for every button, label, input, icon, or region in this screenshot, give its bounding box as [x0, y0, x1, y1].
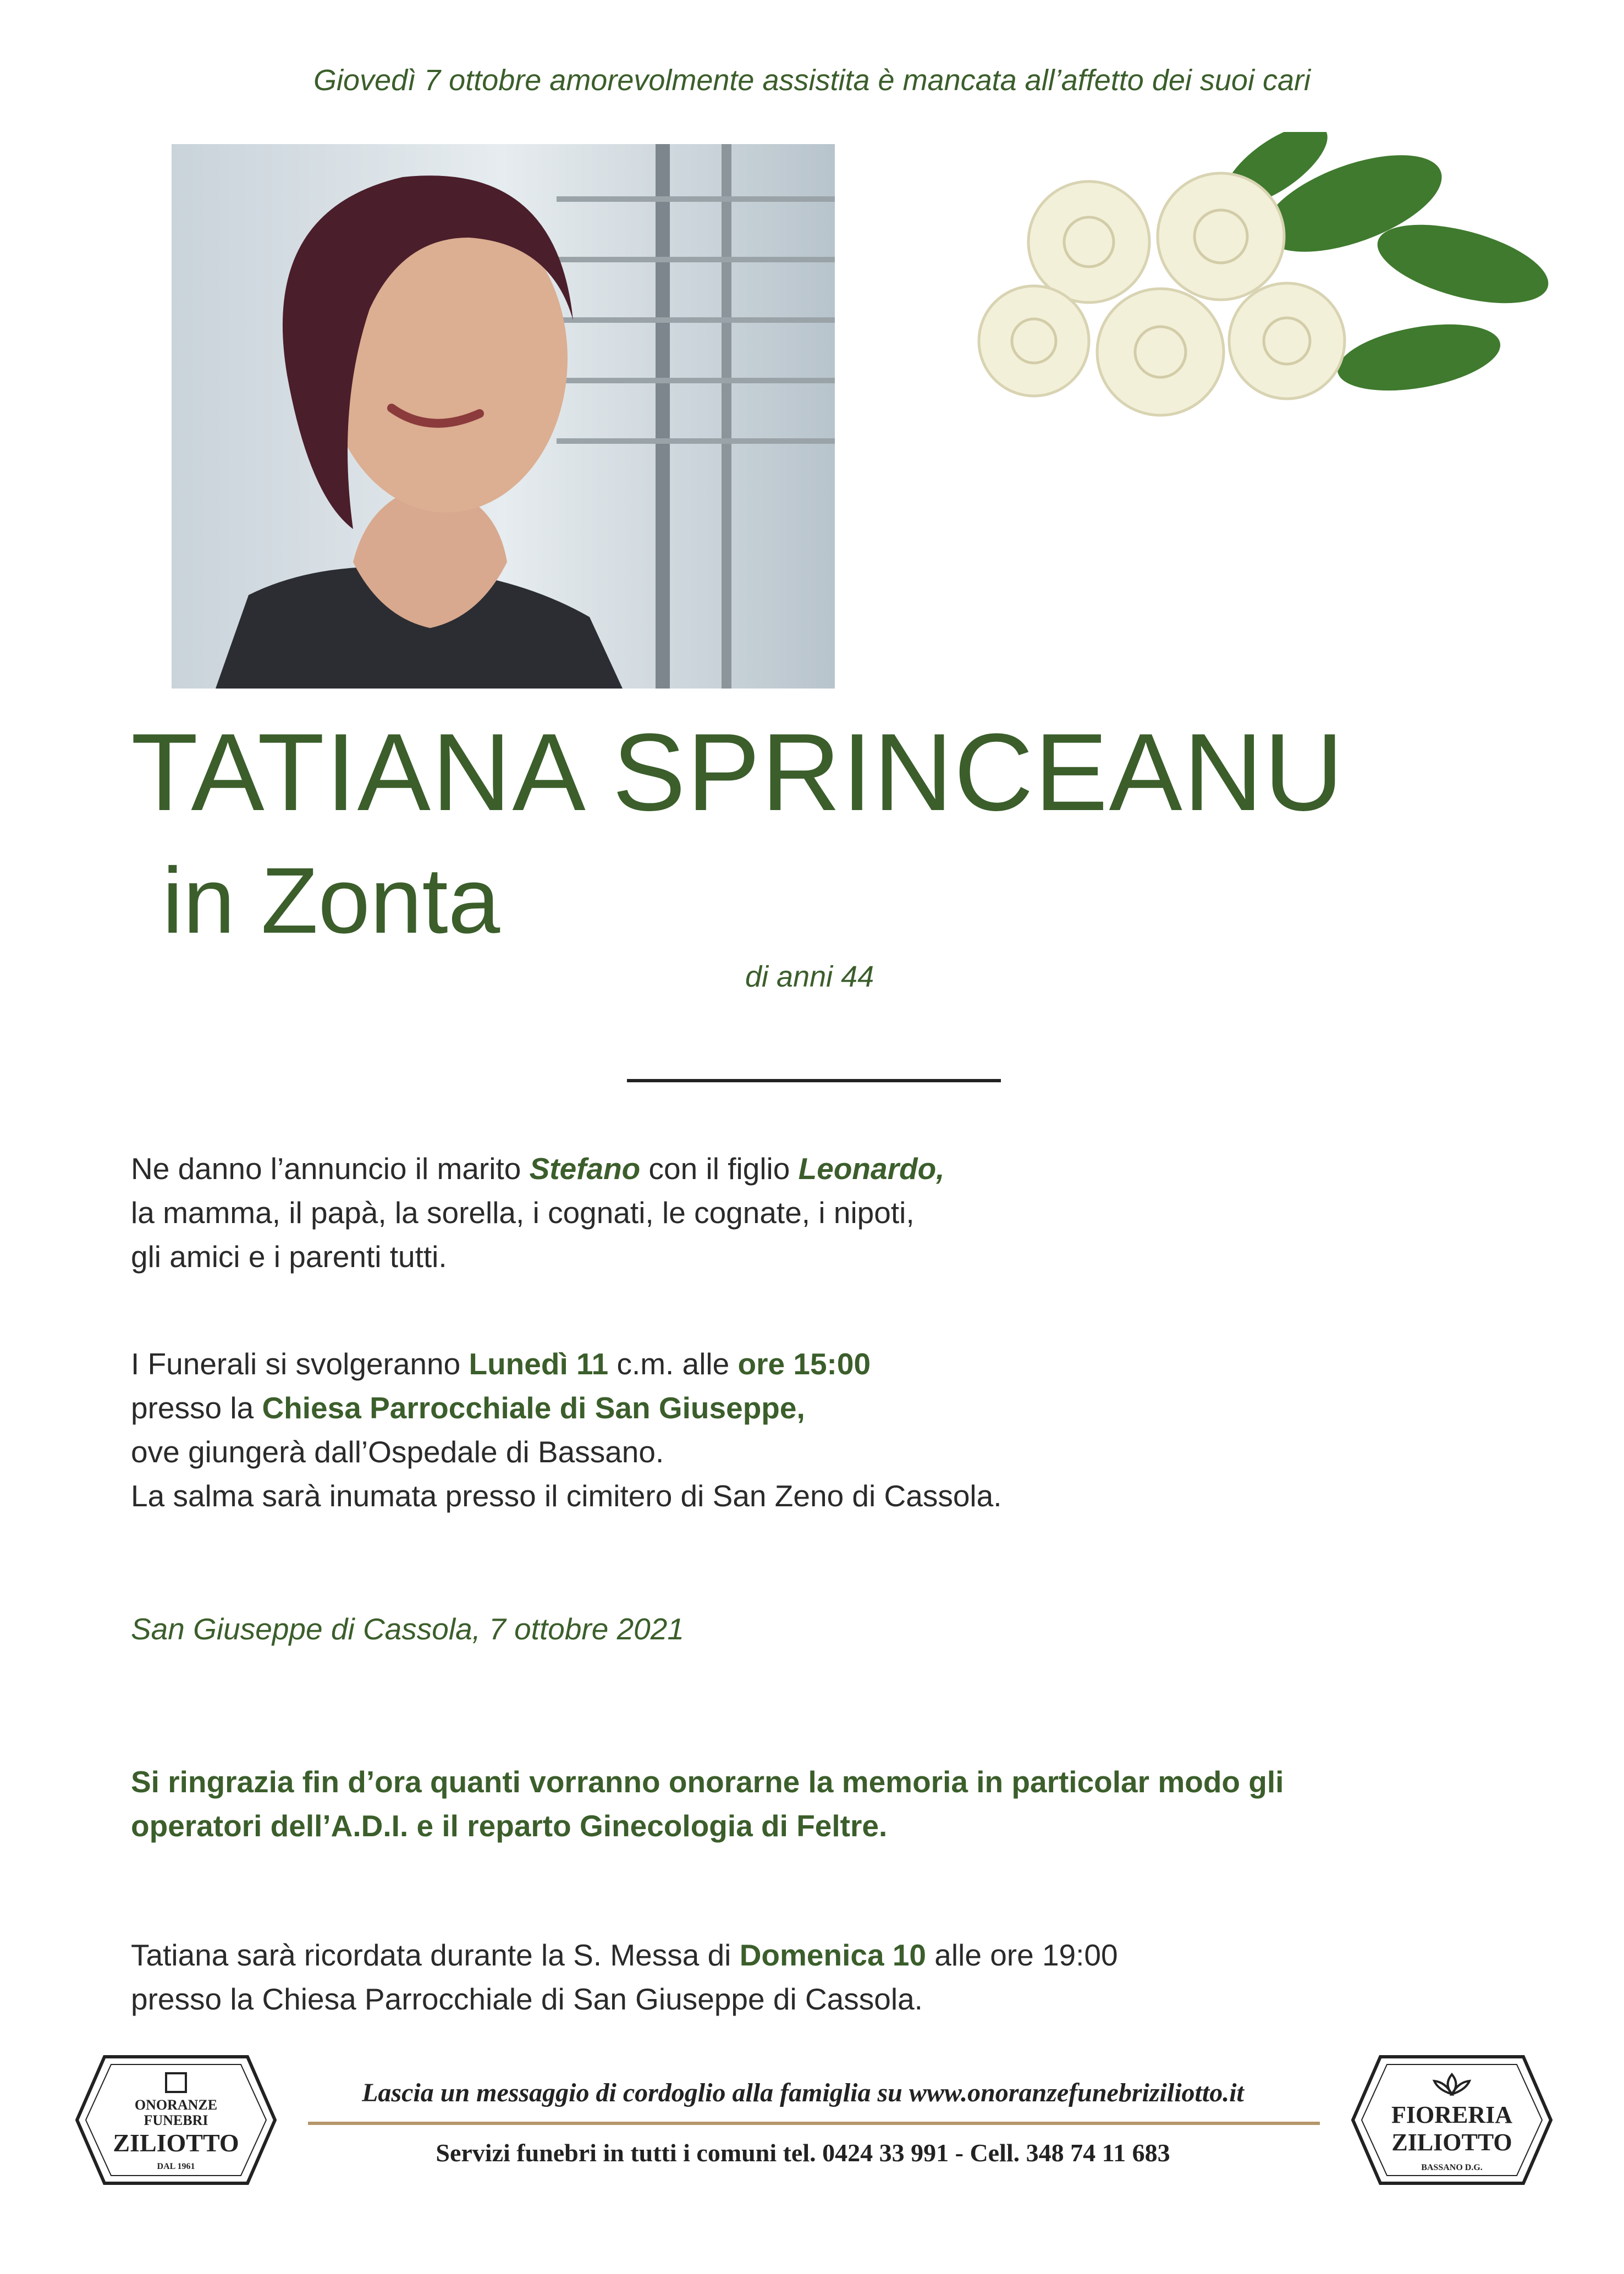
- thanks-line-1: Si ringrazia fin d’ora quanti vorranno onorarne la memoria in particolar modo gli: [131, 1765, 1284, 1799]
- footer-divider: [308, 2122, 1320, 2125]
- text: Tatiana sarà ricordata durante la S. Messa di: [131, 1938, 740, 1972]
- logo-ziliotto: ZILIOTTO: [113, 2129, 239, 2157]
- funeral-time: ore 15:00: [737, 1347, 871, 1381]
- funeral-day: Lunedì 11: [469, 1347, 609, 1381]
- logo-location: BASSANO D.G.: [1421, 2163, 1483, 2172]
- announcement-block: [131, 1147, 944, 1279]
- funeral-line-2: [131, 1386, 1002, 1430]
- announcement-line-2: la mamma, il papà, la sorella, i cognati, le cognate, i nipoti,: [131, 1196, 915, 1230]
- funeral-line-3: ove giungerà dall’Ospedale di Bassano.: [131, 1435, 664, 1469]
- deceased-age: di anni 44: [745, 960, 874, 993]
- text: c.m. alle: [608, 1347, 738, 1381]
- text: I Funerali si svolgeranno: [131, 1347, 469, 1381]
- contact-info: Servizi funebri in tutti i comuni tel. 0424 33 991 - Cell. 348 74 11 683: [436, 2139, 1170, 2167]
- deceased-married-name: in Zonta: [162, 849, 500, 953]
- logo-fioreria: FIORERIA: [1391, 2101, 1513, 2128]
- funeral-line-1: [131, 1342, 1002, 1386]
- mass-block: [131, 1933, 1118, 2021]
- funeral-block: [131, 1342, 1002, 1518]
- divider: [627, 1079, 1001, 1082]
- deceased-name: TATIANA SPRINCEANU: [131, 711, 1345, 834]
- husband-name: Stefano: [529, 1152, 641, 1186]
- mass-line-1: [131, 1933, 1118, 1977]
- text: presso la: [131, 1391, 262, 1425]
- portrait-photo: [172, 144, 835, 689]
- son-name: Leonardo,: [798, 1152, 945, 1186]
- text: alle ore 19:00: [926, 1938, 1118, 1972]
- place-date: San Giuseppe di Cassola, 7 ottobre 2021: [131, 1612, 684, 1646]
- logo-since: DAL 1961: [157, 2162, 195, 2171]
- thanks-block: [131, 1760, 1539, 1848]
- announcement-line-1: [131, 1147, 944, 1191]
- logo-ziliotto: ZILIOTTO: [1391, 2129, 1512, 2156]
- intro-text: Giovedì 7 ottobre amorevolmente assistita è mancata all’affetto dei suoi cari: [313, 64, 1311, 97]
- logo-onoranze: ONORANZE: [134, 2097, 218, 2113]
- funeral-home-logo: [71, 2035, 280, 2205]
- announcement-line-3: gli amici e i parenti tutti.: [131, 1240, 447, 1274]
- thanks-line-2: operatori dell’A.D.I. e il reparto Ginecologia di Feltre.: [131, 1809, 888, 1843]
- mass-line-2: presso la Chiesa Parrocchiale di San Giuseppe di Cassola.: [131, 1982, 923, 2016]
- white-roses-image: [935, 132, 1551, 484]
- mass-day: Domenica 10: [739, 1938, 927, 1972]
- logo-funebri: FUNEBRI: [144, 2112, 208, 2128]
- florist-logo: [1347, 2035, 1556, 2205]
- text: Ne danno l’annuncio il marito: [131, 1152, 530, 1186]
- funeral-line-4: La salma sarà inumata presso il cimitero di San Zeno di Cassola.: [131, 1479, 1002, 1513]
- condolence-message: Lascia un messaggio di cordoglio alla famiglia su www.onoranzefunebriziliotto.it: [362, 2078, 1244, 2107]
- church-name: Chiesa Parrocchiale di San Giuseppe,: [262, 1391, 805, 1425]
- text: con il figlio: [640, 1152, 799, 1186]
